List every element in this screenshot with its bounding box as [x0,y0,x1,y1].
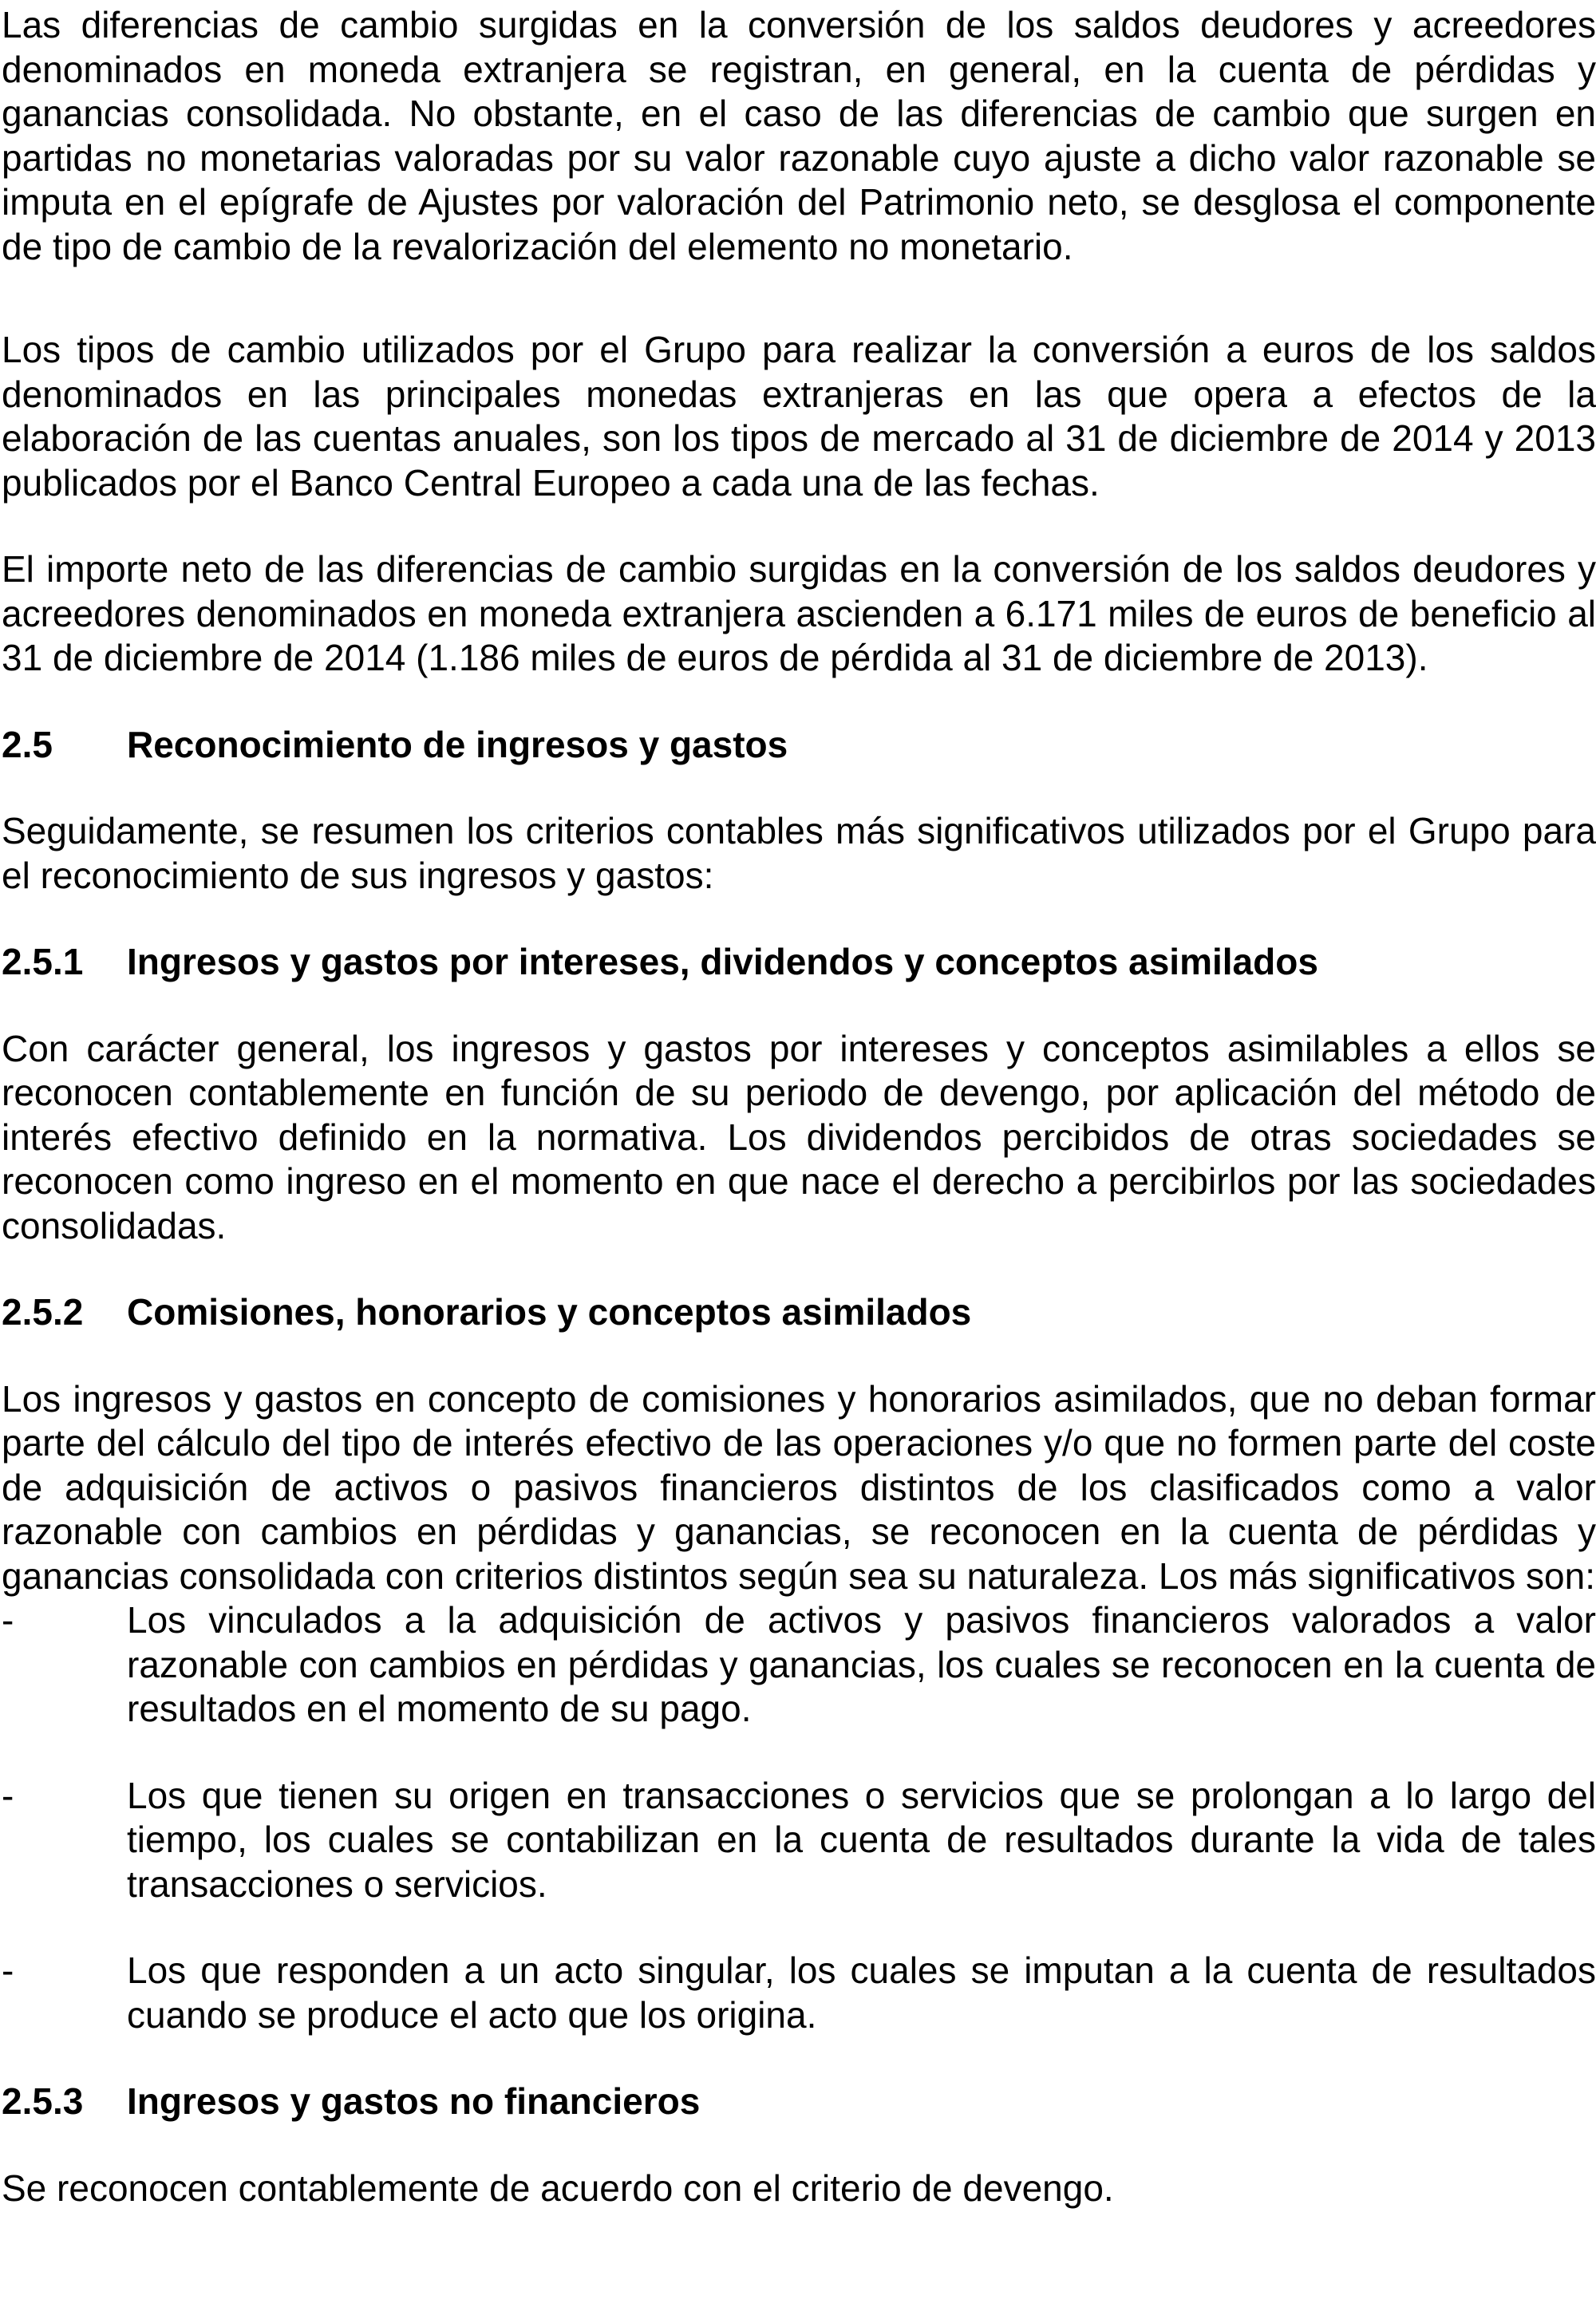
section-number: 2.5.2 [2,1291,84,1333]
list-item [2,1774,1596,1907]
list-item [2,1949,1596,2037]
paragraph-commissions: Los ingresos y gastos en concepto de comisiones y honorarios asimilados, que no deban formar parte del cálculo del tipo de interés efectivo de las operaciones y/o que no formen parte del coste de adquisición de activos o pasivos financieros distintos de los clasificados como a valor razonable con cambios en pérdidas y ganancias, se reconocen en la cuenta de pérdidas y ganancias consolidada con criterios distintos según sea su naturaleza. Los más significativos son: [2,1377,1596,1597]
bullet-text: Los vinculados a la adquisición de activos y pasivos financieros valorados a valor razonable con cambios en pérdidas y ganancias, los cuales se reconocen en la cuenta de resultados en el momento de su pago. [127,1599,1596,1729]
section-heading-2-5 [2,723,1596,768]
bullet-list [2,1598,1596,2037]
section-number: 2.5.1 [2,941,84,982]
section-heading-2-5-3 [2,2080,1596,2124]
bullet-marker: - [2,1949,14,1991]
paragraph-interest-income: Con carácter general, los ingresos y gastos por intereses y conceptos asimilables a ellos se reconocen contablemente en función de su periodo de devengo, por aplicación del método de interés efectivo definido en la normativa. Los dividendos percibidos de otras sociedades se reconocen como ingreso en el momento en que nace el derecho a percibirlos por las sociedades consolidadas. [2,1027,1596,1246]
bullet-text: Los que tienen su origen en transacciones o servicios que se prolongan a lo largo del tiempo, los cuales se contabilizan en la cuenta de resultados durante la vida de tales transacciones o servicios. [127,1774,1596,1905]
bullet-marker: - [2,1599,14,1641]
section-heading-2-5-2 [2,1290,1596,1335]
paragraph-exchange-rates: Los tipos de cambio utilizados por el Grupo para realizar la conversión a euros de los saldos denominados en las principales monedas extranjeras en las que opera a efectos de la elaboración de las cuentas anuales, son los tipos de mercado al 31 de diciembre de 2014 y 2013 publicados por el Banco Central Europeo a cada una de las fechas. [2,329,1596,504]
section-title: Reconocimiento de ingresos y gastos [127,723,788,765]
section-number: 2.5.3 [2,2080,84,2122]
paragraph-net-amount: El importe neto de las diferencias de cambio surgidas en la conversión de los saldos deudores y acreedores denominados en moneda extranjera ascienden a 6.171 miles de euros de beneficio al 31 de diciembre de 2014 (1.186 miles de euros de pérdida al 31 de diciembre de 2013). [2,548,1596,678]
section-title: Ingresos y gastos no financieros [127,2080,701,2122]
section-heading-2-5-1 [2,940,1596,985]
section-title: Ingresos y gastos por intereses, dividendos y conceptos asimilados [127,941,1318,982]
bullet-text: Los que responden a un acto singular, los cuales se imputan a la cuenta de resultados cuando se produce el acto que los origina. [127,1949,1596,2036]
section-title: Comisiones, honorarios y conceptos asimilados [127,1291,972,1333]
list-item [2,1598,1596,1732]
paragraph-non-financial: Se reconocen contablemente de acuerdo con el criterio de devengo. [2,2167,1114,2209]
paragraph-exchange-differences: Las diferencias de cambio surgidas en la conversión de los saldos deudores y acreedores denominados en moneda extranjera se registran, en general, en la cuenta de pérdidas y ganancias consolidada. No obstante, en el caso de las diferencias de cambio que surgen en partidas no monetarias valoradas por su valor razonable cuyo ajuste a dicho valor razonable se imputa en el epígrafe de Ajustes por valoración del Patrimonio neto, se desglosa el componente de tipo de cambio de la revalorización del elemento no monetario. [2,4,1596,267]
paragraph-summary-criteria: Seguidamente, se resumen los criterios contables más significativos utilizados por el Grupo para el reconocimiento de sus ingresos y gastos: [2,810,1596,896]
bullet-marker: - [2,1774,14,1816]
section-number: 2.5 [2,723,53,765]
